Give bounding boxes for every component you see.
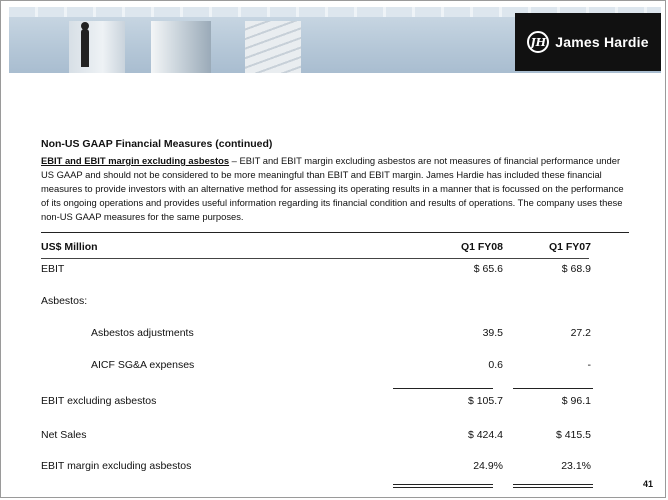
row-value-q1fy07: $ 96.1 [561,395,591,407]
table-header-row [41,241,591,255]
row-value-q1fy07: 23.1% [561,460,591,472]
row-label: EBIT excluding asbestos [41,395,157,407]
table-row [41,263,591,277]
subtotal-rule-q1fy07 [513,388,593,389]
subtotal-rule-q1fy08 [393,388,493,389]
row-label: AICF SG&A expenses [91,359,195,371]
row-value-q1fy08: $ 105.7 [467,395,503,407]
row-value-q1fy07: - [587,359,591,371]
row-value-q1fy08: 24.9% [473,460,503,472]
row-value-q1fy07: 27.2 [570,327,591,339]
row-value-q1fy08: $ 424.4 [467,429,503,441]
row-value-q1fy08: 39.5 [482,327,503,339]
logo-mark-icon: JH [527,31,549,53]
table-row [41,295,591,309]
row-value-q1fy08: 0.6 [488,359,503,371]
section-heading: Non-US GAAP Financial Measures (continued) [41,138,273,150]
row-label: EBIT margin excluding asbestos [41,460,192,472]
header-rule [41,258,589,259]
table-row [41,460,591,474]
row-value-q1fy07: $ 68.9 [561,263,591,275]
paragraph-body: – EBIT and EBIT margin excluding asbestos are not measures of financial performance under US GAAP and should not be considered to be more meaningful than EBIT and EBIT margin. James Hardie has included these financial measures to provide investors with an alternative method for assessing its operating results in a manner that is focussed on the performance of its ongoing operations and provides useful information regarding its financial condition and results of operations. The company uses these non-US GAAP measures for the same purposes. [41,155,624,222]
paragraph-lead: EBIT and EBIT margin excluding asbestos [41,155,230,166]
description-paragraph [41,154,633,224]
banner-photo-siding [245,21,301,73]
total-double-rule-q1fy07 [513,484,593,488]
total-double-rule-q1fy08 [393,484,493,488]
table-row [41,327,591,341]
row-label: Asbestos: [41,295,88,307]
table-top-rule [41,232,629,233]
header-col-q1fy08: Q1 FY08 [460,241,503,253]
table-row [41,395,591,409]
row-value-q1fy08: $ 65.6 [473,263,503,275]
header-col-q1fy07: Q1 FY07 [548,241,591,253]
row-value-q1fy07: $ 415.5 [555,429,591,441]
header-label: US$ Million [41,241,98,253]
table-row [41,429,591,443]
table-row [41,359,591,373]
banner-photo-building [151,21,211,73]
row-label: Asbestos adjustments [91,327,194,339]
row-label: EBIT [41,263,65,275]
company-logo [515,13,661,71]
logo-text: James Hardie [555,34,649,50]
row-label: Net Sales [41,429,87,441]
banner-photo-person [69,21,125,73]
page-number: 41 [642,479,653,489]
person-figure-body [81,29,89,67]
header-banner [9,7,661,73]
